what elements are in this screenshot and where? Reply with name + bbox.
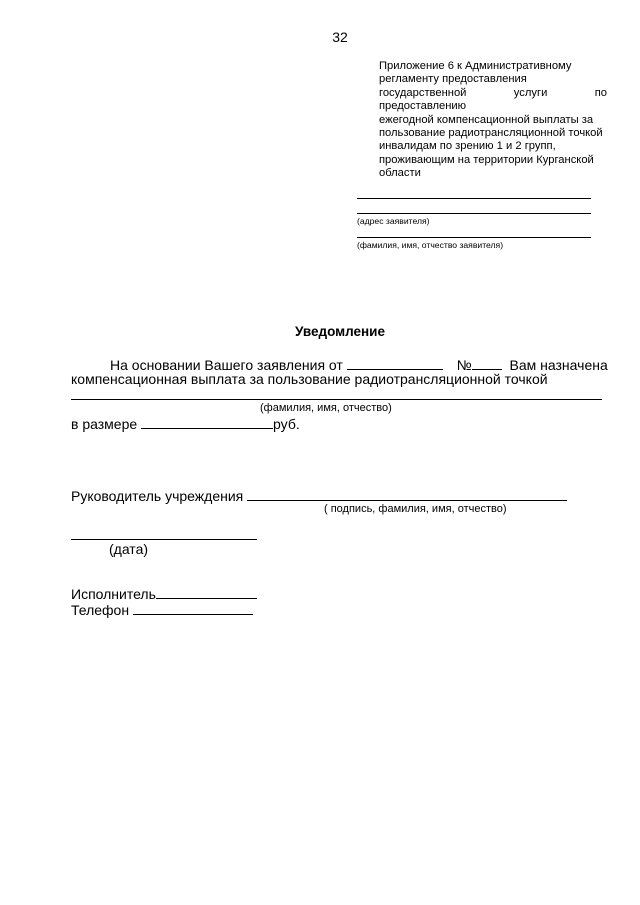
notice-line-1-end: Вам назначена	[509, 357, 608, 373]
application-date-field[interactable]	[347, 355, 443, 370]
annex-line: регламенту предоставления	[379, 73, 527, 86]
amount-field[interactable]	[141, 414, 273, 429]
page-number: 32	[332, 29, 348, 45]
phone-field[interactable]	[133, 600, 253, 615]
annex-note	[379, 60, 607, 181]
head-row	[71, 486, 567, 504]
amount-label: в размере	[71, 416, 138, 432]
phone-label: Телефон	[71, 602, 130, 618]
head-signature-field[interactable]	[247, 486, 567, 501]
application-number-field[interactable]	[472, 355, 502, 370]
annex-line: пользование радиотрансляционной точкой	[379, 127, 603, 140]
annex-line: Приложение 6 к Административному	[379, 60, 572, 72]
applicant-address-line	[357, 213, 591, 214]
date-line[interactable]	[71, 539, 257, 540]
annex-line: ежегодной компенсационной выплаты за	[379, 113, 594, 126]
notice-title: Уведомление	[294, 324, 385, 339]
notice-line-1-start: На основании Вашего заявления от	[110, 357, 343, 373]
phone-row	[71, 600, 253, 618]
date-caption: (дата)	[109, 541, 149, 557]
applicant-name-caption: (фамилия, имя, отчество заявителя)	[357, 240, 504, 250]
notice-line-2: компенсационная выплата за пользование радиотрансляционной точкой	[71, 371, 548, 387]
applicant-name-line	[357, 237, 591, 238]
applicant-line-1	[357, 198, 591, 199]
annex-line: области	[379, 167, 421, 180]
fio-caption: (фамилия, имя, отчество)	[260, 402, 392, 414]
recipient-fio-line[interactable]	[71, 399, 602, 400]
number-sign: №	[456, 357, 472, 373]
head-caption: ( подпись, фамилия, имя, отчество)	[324, 503, 507, 515]
head-label: Руководитель учреждения	[71, 488, 244, 504]
amount-unit: руб.	[273, 416, 300, 432]
applicant-address-caption: (адрес заявителя)	[357, 216, 430, 226]
annex-line: инвалидам по зрению 1 и 2 групп,	[379, 140, 556, 153]
amount-row	[71, 414, 300, 432]
annex-line: государственной услуги по предоставлению	[379, 86, 607, 113]
executor-label: Исполнитель	[71, 586, 156, 602]
executor-field[interactable]	[156, 584, 257, 599]
annex-line: проживающим на территории Курганской	[379, 153, 594, 166]
